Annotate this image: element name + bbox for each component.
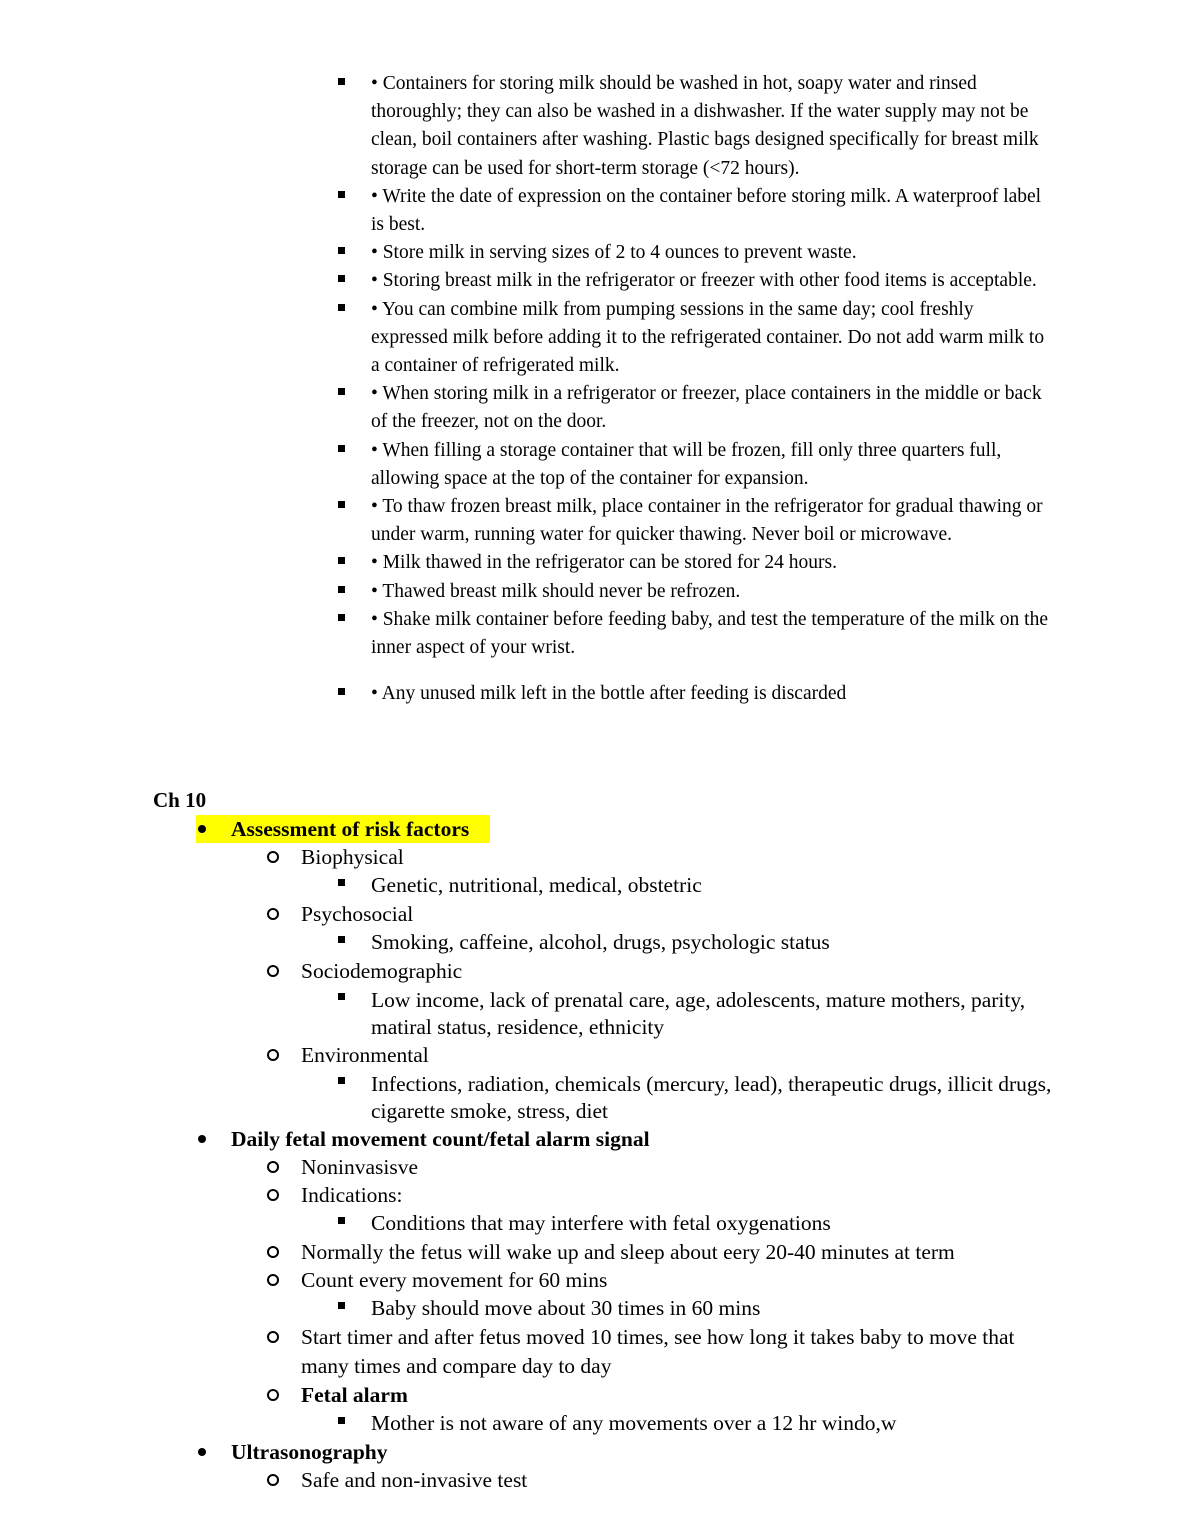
list-item: Conditions that may interfere with fetal oxygenations [371, 1209, 1061, 1238]
square-bullet-icon [338, 1077, 345, 1084]
list-item: Infections, radiation, chemicals (mercury, lead), therapeutic drugs, illicit drugs, cigarette smoke, stress, diet [371, 1069, 1061, 1125]
list-item: • Any unused milk left in the bottle after feeding is discarded [371, 680, 1051, 708]
square-bullet-icon [338, 501, 345, 508]
list-item: Low income, lack of prenatal care, age, adolescents, mature mothers, parity, matiral status, residence, ethnicity [371, 985, 1061, 1041]
hollow-bullet-icon [267, 851, 279, 863]
list-item: • Store milk in serving sizes of 2 to 4 ounces to prevent waste. [371, 239, 1051, 267]
hollow-bullet-icon [267, 1049, 279, 1061]
list-item: • Containers for storing milk should be washed in hot, soapy water and rinsed thoroughly; they can also be washed in a dishwasher. If the water supply may not be clean, boil containers after washing. Plastic bags designed specifically for breast milk storage can be used for short-term storage (<72 hours). [371, 70, 1051, 183]
list-item: Safe and non-invasive test [301, 1466, 1190, 1494]
hollow-bullet-icon [267, 1389, 279, 1401]
list-item: • When filling a storage container that will be frozen, fill only three quarters full, allowing space at the top of the container for expansion. [371, 437, 1051, 493]
hollow-bullet-icon [267, 908, 279, 920]
square-bullet-icon [338, 688, 345, 695]
hollow-bullet-icon [267, 1474, 279, 1486]
square-bullet-icon [338, 78, 345, 85]
list-item: Baby should move about 30 times in 60 mins [371, 1294, 1061, 1323]
list-item: Start timer and after fetus moved 10 times, see how long it takes baby to move that many times and compare day to day [301, 1323, 1041, 1381]
list-item: • Shake milk container before feeding baby, and test the temperature of the milk on the inner aspect of your wrist. [371, 606, 1051, 662]
round-bullet-icon [198, 1135, 206, 1143]
list-item: Mother is not aware of any movements over a 12 hr windo,w [371, 1409, 1061, 1438]
square-bullet-icon [338, 586, 345, 593]
square-bullet-icon [338, 191, 345, 198]
hollow-bullet-icon [267, 1331, 279, 1343]
list-item: • Write the date of expression on the container before storing milk. A waterproof label is best. [371, 183, 1051, 239]
milk-storage-list [371, 70, 1051, 708]
list-item: • You can combine milk from pumping sessions in the same day; cool freshly expressed milk before adding it to the refrigerated container. Do not add warm milk to a container of refrigerated milk. [371, 296, 1051, 381]
hollow-bullet-icon [267, 1246, 279, 1258]
square-bullet-icon [338, 1417, 345, 1424]
square-bullet-icon [338, 879, 345, 886]
list-item: • Milk thawed in the refrigerator can be stored for 24 hours. [371, 549, 1051, 577]
square-bullet-icon [338, 304, 345, 311]
square-bullet-icon [338, 275, 345, 282]
square-bullet-icon [338, 936, 345, 943]
chapter-outline [0, 815, 1190, 1494]
list-item: Count every movement for 60 mins [301, 1266, 1190, 1294]
square-bullet-icon [338, 247, 345, 254]
section-heading-risk: Assessment of risk factors [231, 815, 1190, 843]
list-item: • Thawed breast milk should never be refrozen. [371, 578, 1051, 606]
list-item: Indications: [301, 1181, 1190, 1209]
hollow-bullet-icon [267, 1189, 279, 1201]
chapter-heading: Ch 10 [153, 788, 207, 812]
round-bullet-icon [198, 1448, 206, 1456]
highlighted-heading-row [0, 815, 1190, 843]
list-item: Fetal alarm [301, 1381, 1190, 1409]
list-item: Smoking, caffeine, alcohol, drugs, psychologic status [371, 928, 1061, 957]
list-item: • Storing breast milk in the refrigerator or freezer with other food items is acceptable. [371, 267, 1051, 295]
square-bullet-icon [338, 557, 345, 564]
square-bullet-icon [338, 614, 345, 621]
list-item: Sociodemographic [301, 957, 1190, 985]
list-item: • When storing milk in a refrigerator or freezer, place containers in the middle or back of the freezer, not on the door. [371, 380, 1051, 436]
hollow-bullet-icon [267, 1161, 279, 1173]
list-item: • To thaw frozen breast milk, place container in the refrigerator for gradual thawing or under warm, running water for quicker thawing. Never boil or microwave. [371, 493, 1051, 549]
list-item: Psychosocial [301, 900, 1190, 928]
list-item: Environmental [301, 1041, 1190, 1069]
hollow-bullet-icon [267, 1274, 279, 1286]
section-heading-fetal-movement: Daily fetal movement count/fetal alarm signal [231, 1125, 1190, 1153]
list-item: Biophysical [301, 843, 1190, 871]
square-bullet-icon [338, 1302, 345, 1309]
hollow-bullet-icon [267, 965, 279, 977]
round-bullet-icon [198, 825, 206, 833]
square-bullet-icon [338, 993, 345, 1000]
list-item: Noninvasisve [301, 1153, 1190, 1181]
section-heading-ultrasonography: Ultrasonography [231, 1438, 1190, 1466]
square-bullet-icon [338, 1217, 345, 1224]
square-bullet-icon [338, 445, 345, 452]
list-item: Normally the fetus will wake up and sleep about eery 20-40 minutes at term [301, 1238, 1190, 1266]
square-bullet-icon [338, 388, 345, 395]
list-item: Genetic, nutritional, medical, obstetric [371, 871, 1061, 900]
